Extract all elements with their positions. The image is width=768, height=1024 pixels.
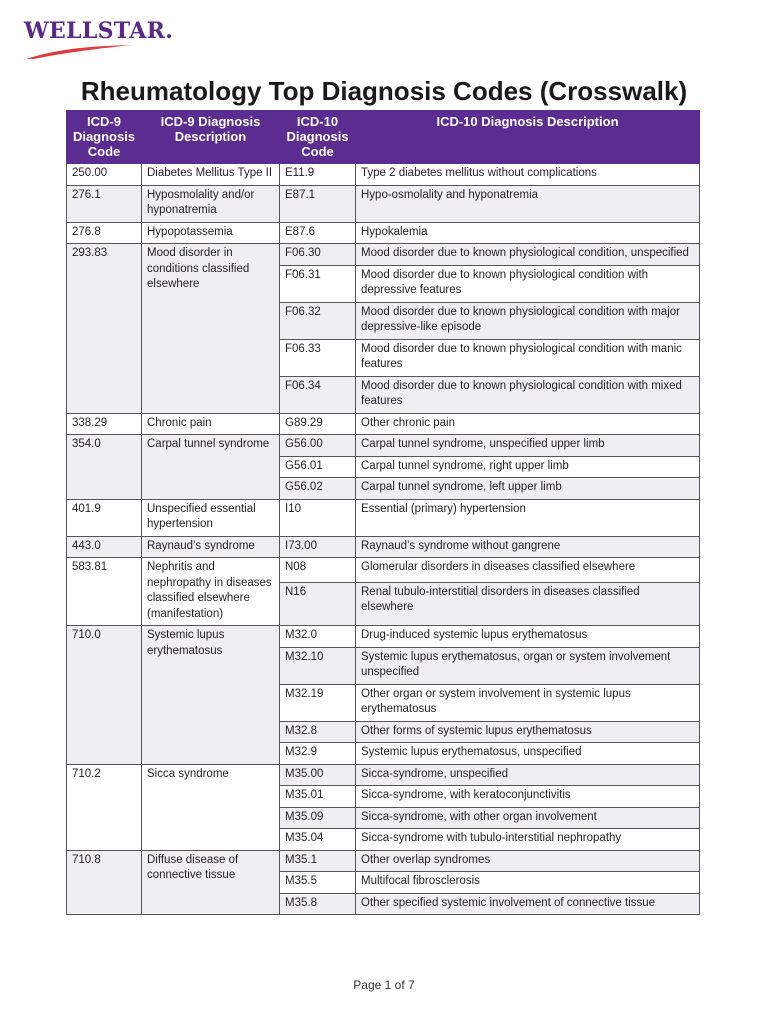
table-row (67, 185, 700, 222)
icd10-code-cell: F06.33 (280, 339, 356, 376)
icd10-code-cell: M35.09 (280, 807, 356, 829)
table-row (67, 536, 700, 558)
table-row (67, 499, 700, 536)
icd9-code-cell: 276.8 (67, 222, 142, 244)
page-title: Rheumatology Top Diagnosis Codes (Crosswalk) (80, 76, 688, 106)
icd10-code-cell: M32.8 (280, 721, 356, 743)
icd9-code-cell: 710.8 (67, 850, 142, 915)
icd10-code-cell: M35.5 (280, 872, 356, 894)
icd10-code-cell: F06.32 (280, 302, 356, 339)
header-icd10-description: ICD-10 Diagnosis Description (356, 111, 700, 164)
icd9-code-cell: 293.83 (67, 244, 142, 414)
icd10-code-cell: F06.31 (280, 265, 356, 302)
icd10-description-cell: Sicca-syndrome, unspecified (356, 764, 700, 786)
icd10-code-cell: F06.30 (280, 244, 356, 266)
table-row (67, 413, 700, 435)
icd10-description-cell: Essential (primary) hypertension (356, 499, 700, 536)
icd10-description-cell: Mood disorder due to known physiological condition with manic features (356, 339, 700, 376)
icd10-code-cell: M35.1 (280, 850, 356, 872)
icd10-code-cell: M32.19 (280, 684, 356, 721)
icd10-description-cell: Raynaud’s syndrome without gangrene (356, 536, 700, 558)
table-row (67, 558, 700, 583)
icd10-description-cell: Mood disorder due to known physiological condition, unspecified (356, 244, 700, 266)
icd10-description-cell: Other organ or system involvement in systemic lupus erythematosus (356, 684, 700, 721)
icd10-description-cell: Other forms of systemic lupus erythematosus (356, 721, 700, 743)
icd9-code-cell: 338.29 (67, 413, 142, 435)
icd10-code-cell: M32.0 (280, 626, 356, 648)
icd10-description-cell: Renal tubulo-interstitial disorders in diseases classified elsewhere (356, 582, 700, 625)
icd9-description-cell: Hypopotassemia (142, 222, 280, 244)
icd10-code-cell: I10 (280, 499, 356, 536)
icd10-code-cell: N08 (280, 558, 356, 583)
icd10-code-cell: E87.1 (280, 185, 356, 222)
icd9-description-cell: Diffuse disease of connective tissue (142, 850, 280, 915)
icd10-code-cell: E11.9 (280, 164, 356, 186)
icd10-description-cell: Sicca-syndrome with tubulo-interstitial nephropathy (356, 829, 700, 851)
icd10-description-cell: Other overlap syndromes (356, 850, 700, 872)
icd10-code-cell: F06.34 (280, 376, 356, 413)
header-icd9-code: ICD-9 Diagnosis Code (67, 111, 142, 164)
icd10-description-cell: Other chronic pain (356, 413, 700, 435)
header-icd10-code: ICD-10 Diagnosis Code (280, 111, 356, 164)
table-header-row (67, 111, 700, 164)
icd10-description-cell: Systemic lupus erythematosus, unspecified (356, 743, 700, 765)
icd10-code-cell: G56.00 (280, 435, 356, 457)
icd9-description-cell: Raynaud’s syndrome (142, 536, 280, 558)
icd10-code-cell: M35.8 (280, 893, 356, 915)
icd10-description-cell: Systemic lupus erythematosus, organ or system involvement unspecified (356, 647, 700, 684)
icd9-description-cell: Systemic lupus erythematosus (142, 626, 280, 765)
icd9-description-cell: Mood disorder in conditions classified elsewhere (142, 244, 280, 414)
icd10-description-cell: Sicca-syndrome, with other organ involvement (356, 807, 700, 829)
icd10-description-cell: Mood disorder due to known physiological condition with depressive features (356, 265, 700, 302)
icd10-description-cell: Mood disorder due to known physiological condition with major depressive-like episode (356, 302, 700, 339)
icd9-code-cell: 250.00 (67, 164, 142, 186)
logo-swoosh-icon (24, 44, 134, 60)
icd9-code-cell: 443.0 (67, 536, 142, 558)
icd9-description-cell: Sicca syndrome (142, 764, 280, 850)
table-row (67, 626, 700, 648)
icd10-description-cell: Carpal tunnel syndrome, unspecified upper limb (356, 435, 700, 457)
icd10-code-cell: M35.01 (280, 786, 356, 808)
table-row (67, 764, 700, 786)
icd9-description-cell: Carpal tunnel syndrome (142, 435, 280, 500)
icd10-description-cell: Type 2 diabetes mellitus without complications (356, 164, 700, 186)
icd9-code-cell: 710.0 (67, 626, 142, 765)
icd9-description-cell: Chronic pain (142, 413, 280, 435)
crosswalk-table (66, 110, 700, 915)
icd10-code-cell: G56.01 (280, 456, 356, 478)
icd10-description-cell: Other specified systemic involvement of connective tissue (356, 893, 700, 915)
logo-wordmark: WELLSTAR. (24, 18, 174, 44)
icd10-description-cell: Mood disorder due to known physiological condition with mixed features (356, 376, 700, 413)
icd9-description-cell: Unspecified essential hypertension (142, 499, 280, 536)
icd10-code-cell: I73.00 (280, 536, 356, 558)
icd10-code-cell: G56.02 (280, 478, 356, 500)
icd10-code-cell: M35.00 (280, 764, 356, 786)
icd9-description-cell: Hyposmolality and/or hyponatremia (142, 185, 280, 222)
icd10-code-cell: M35.04 (280, 829, 356, 851)
icd10-description-cell: Hypokalemia (356, 222, 700, 244)
icd10-code-cell: G89.29 (280, 413, 356, 435)
table-body (67, 164, 700, 915)
icd9-code-cell: 354.0 (67, 435, 142, 500)
table-row (67, 850, 700, 872)
icd10-code-cell: E87.6 (280, 222, 356, 244)
table-row (67, 244, 700, 266)
icd10-description-cell: Carpal tunnel syndrome, right upper limb (356, 456, 700, 478)
icd10-code-cell: N16 (280, 582, 356, 625)
table-row (67, 435, 700, 457)
table-row (67, 222, 700, 244)
icd10-code-cell: M32.9 (280, 743, 356, 765)
icd9-code-cell: 583.81 (67, 558, 142, 626)
header-icd9-description: ICD-9 Diagnosis Description (142, 111, 280, 164)
icd10-description-cell: Drug-induced systemic lupus erythematosus (356, 626, 700, 648)
page-number: Page 1 of 7 (353, 978, 415, 992)
icd10-description-cell: Multifocal fibrosclerosis (356, 872, 700, 894)
icd10-description-cell: Carpal tunnel syndrome, left upper limb (356, 478, 700, 500)
icd10-code-cell: M32.10 (280, 647, 356, 684)
icd9-description-cell: Nephritis and nephropathy in diseases classified elsewhere (manifestation) (142, 558, 280, 626)
icd10-description-cell: Hypo-osmolality and hyponatremia (356, 185, 700, 222)
icd9-code-cell: 710.2 (67, 764, 142, 850)
wellstar-logo (24, 18, 184, 68)
icd10-description-cell: Sicca-syndrome, with keratoconjunctivitis (356, 786, 700, 808)
icd10-description-cell: Glomerular disorders in diseases classified elsewhere (356, 558, 700, 583)
table-row (67, 164, 700, 186)
icd9-code-cell: 401.9 (67, 499, 142, 536)
icd9-code-cell: 276.1 (67, 185, 142, 222)
icd9-description-cell: Diabetes Mellitus Type II (142, 164, 280, 186)
